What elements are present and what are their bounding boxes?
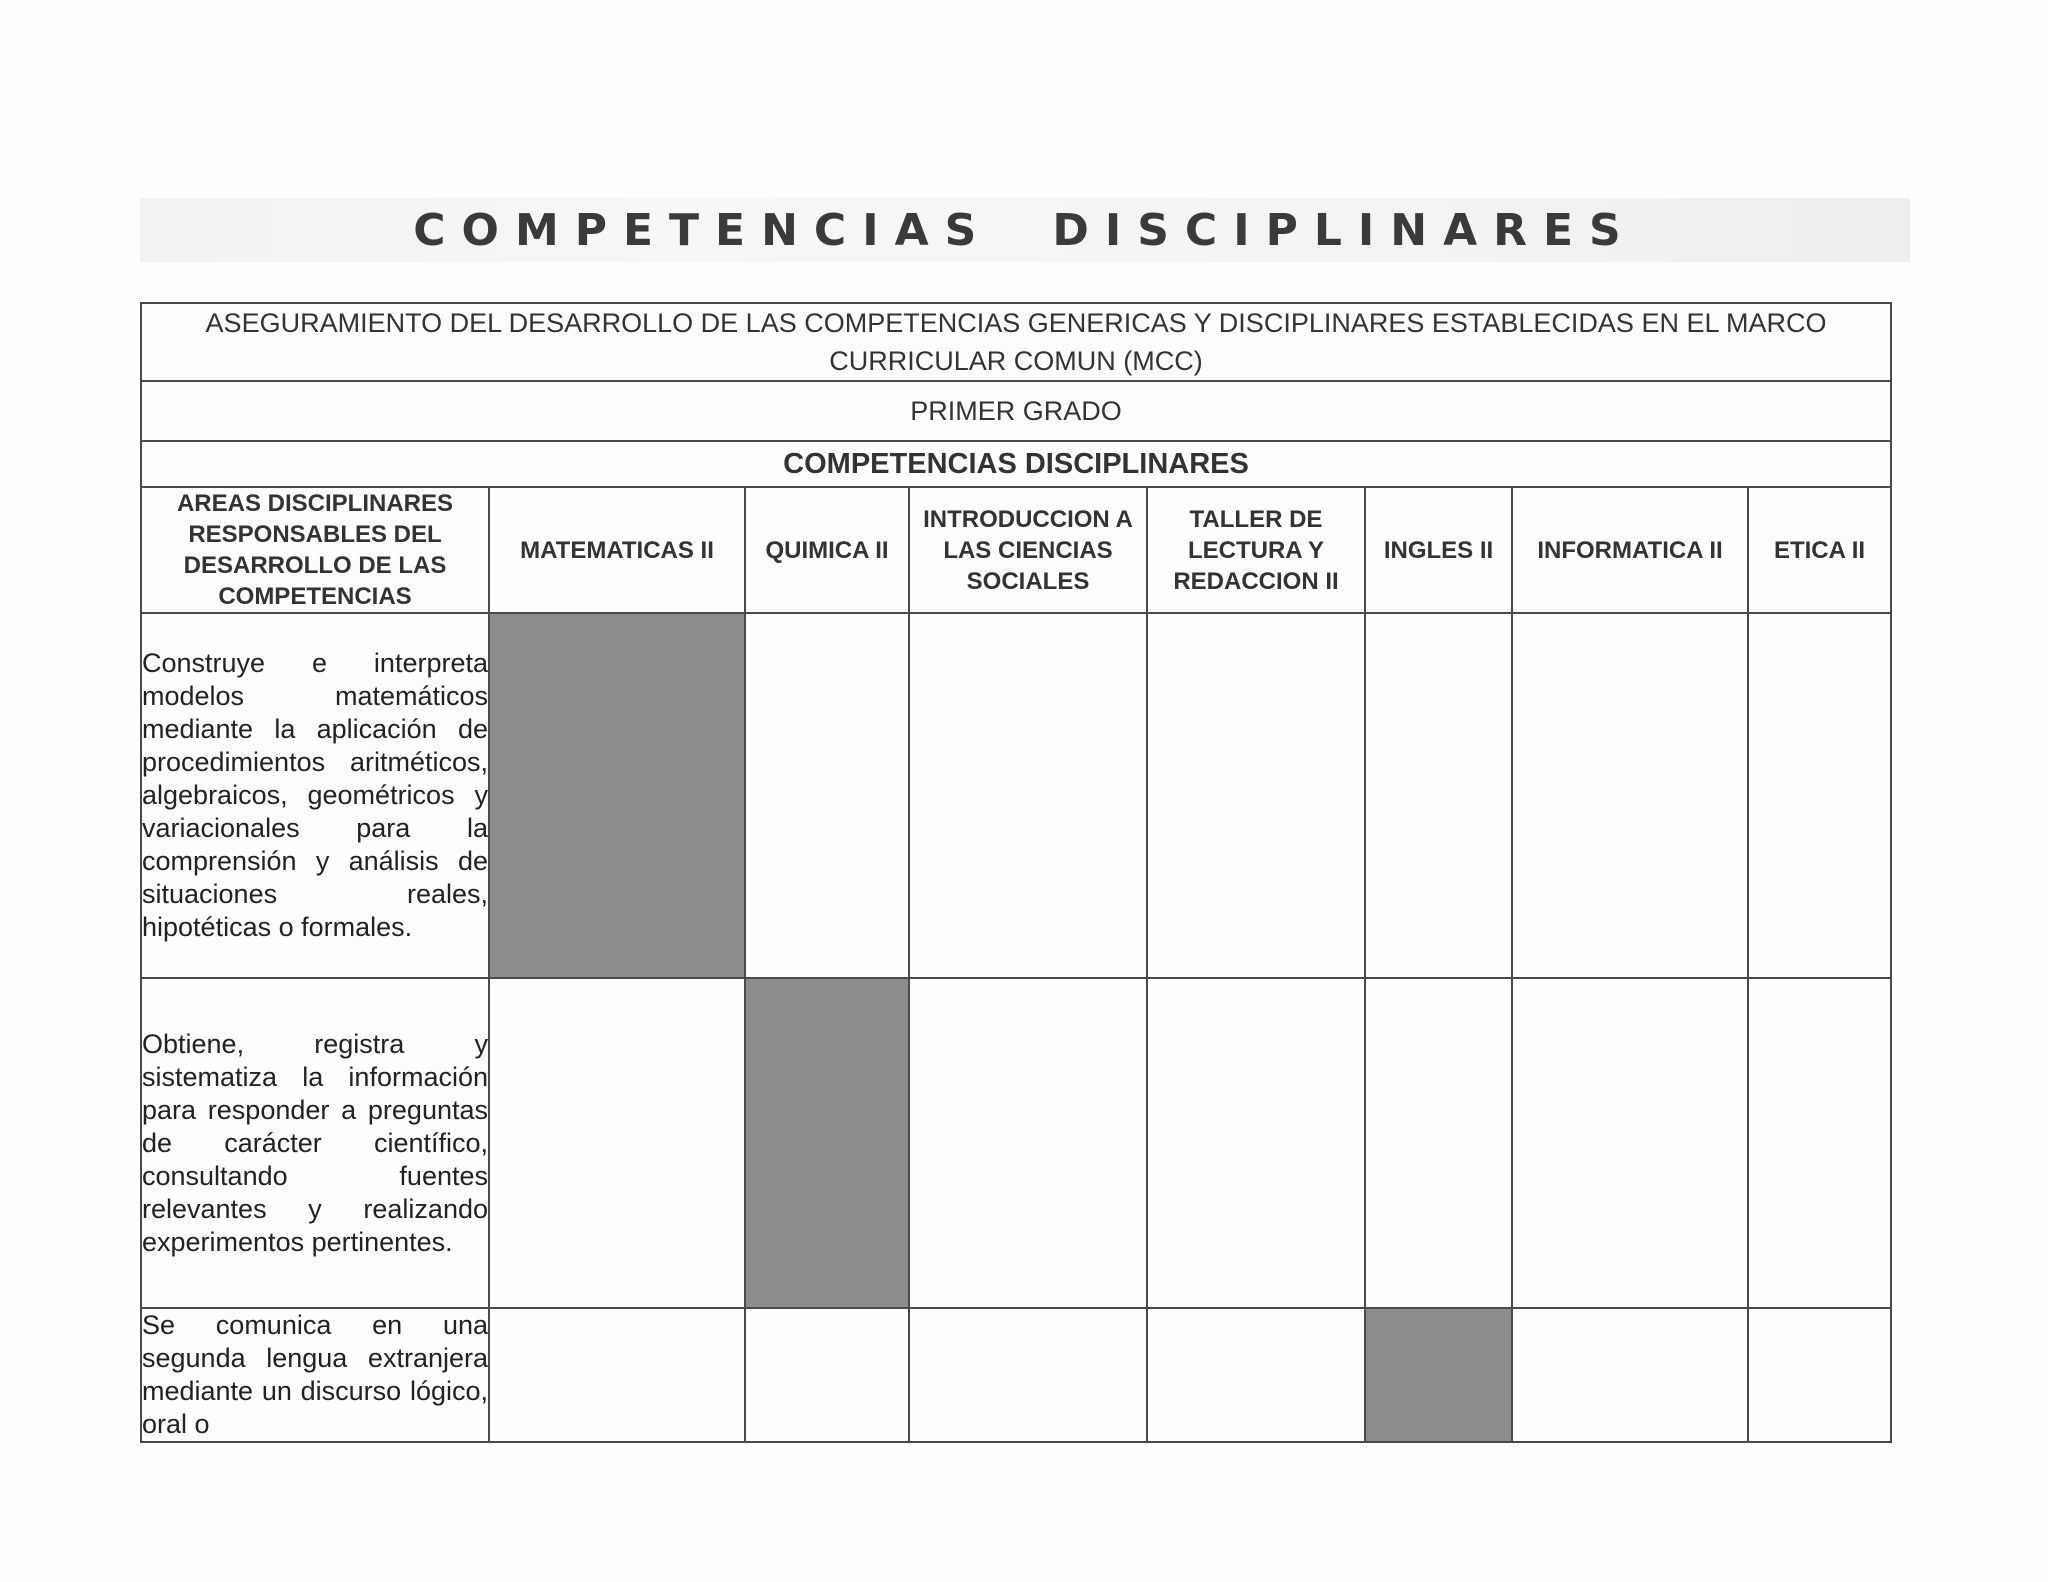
mark-cell bbox=[1365, 613, 1512, 978]
mark-cell bbox=[909, 978, 1147, 1308]
mark-cell bbox=[1512, 613, 1748, 978]
mark-cell bbox=[489, 978, 745, 1308]
table-row bbox=[141, 1308, 1891, 1442]
column-header-informatica: INFORMATICA II bbox=[1512, 487, 1748, 613]
column-header-ciencias-sociales: INTRODUCCION A LAS CIENCIAS SOCIALES bbox=[909, 487, 1147, 613]
mark-cell bbox=[1147, 1308, 1365, 1442]
competencies-table bbox=[140, 302, 1892, 1443]
document-title bbox=[140, 198, 1910, 262]
mark-cell bbox=[1365, 978, 1512, 1308]
mark-cell bbox=[1512, 1308, 1748, 1442]
column-header-ingles: INGLES II bbox=[1365, 487, 1512, 613]
competency-text: Se comunica en una segunda lengua extranjera mediante un discurso lógico, oral o bbox=[141, 1308, 489, 1442]
area-header: AREAS DISCIPLINARES RESPONSABLES DEL DESARROLLO DE LAS COMPETENCIAS bbox=[141, 487, 489, 613]
mark-cell bbox=[745, 613, 909, 978]
column-header-matematicas: MATEMATICAS II bbox=[489, 487, 745, 613]
mark-cell bbox=[1147, 613, 1365, 978]
shaded-mark-cell bbox=[745, 978, 909, 1308]
table-row bbox=[141, 978, 1891, 1308]
title-word-1: COMPETENCIAS bbox=[413, 204, 993, 256]
mark-cell bbox=[1147, 978, 1365, 1308]
shaded-mark-cell bbox=[1365, 1308, 1512, 1442]
table-row bbox=[141, 613, 1891, 978]
section-title: COMPETENCIAS DISCIPLINARES bbox=[141, 441, 1891, 487]
competency-text: Construye e interpreta modelos matemáticos mediante la aplicación de procedimientos aritméticos, algebraicos, geométricos y variacionales para la comprensión y análisis de situaciones reales, hipotéticas o formales. bbox=[141, 613, 489, 978]
mark-cell bbox=[1748, 613, 1891, 978]
mark-cell bbox=[1512, 978, 1748, 1308]
mark-cell bbox=[489, 1308, 745, 1442]
column-header-taller-lectura: TALLER DE LECTURA Y REDACCION II bbox=[1147, 487, 1365, 613]
mark-cell bbox=[909, 1308, 1147, 1442]
shaded-mark-cell bbox=[489, 613, 745, 978]
mcc-banner: ASEGURAMIENTO DEL DESARROLLO DE LAS COMPETENCIAS GENERICAS Y DISCIPLINARES ESTABLECIDAS EN EL MARCO CURRICULAR COMUN (MCC) bbox=[141, 303, 1891, 381]
competency-text: Obtiene, registra y sistematiza la información para responder a preguntas de carácter científico, consultando fuentes relevantes y realizando experimentos pertinentes. bbox=[141, 978, 489, 1308]
mark-cell bbox=[745, 1308, 909, 1442]
grade-label: PRIMER GRADO bbox=[141, 381, 1891, 441]
column-header-etica: ETICA II bbox=[1748, 487, 1891, 613]
mark-cell bbox=[1748, 978, 1891, 1308]
title-word-2: DISCIPLINARES bbox=[1052, 204, 1637, 256]
column-header-quimica: QUIMICA II bbox=[745, 487, 909, 613]
mark-cell bbox=[1748, 1308, 1891, 1442]
mark-cell bbox=[909, 613, 1147, 978]
